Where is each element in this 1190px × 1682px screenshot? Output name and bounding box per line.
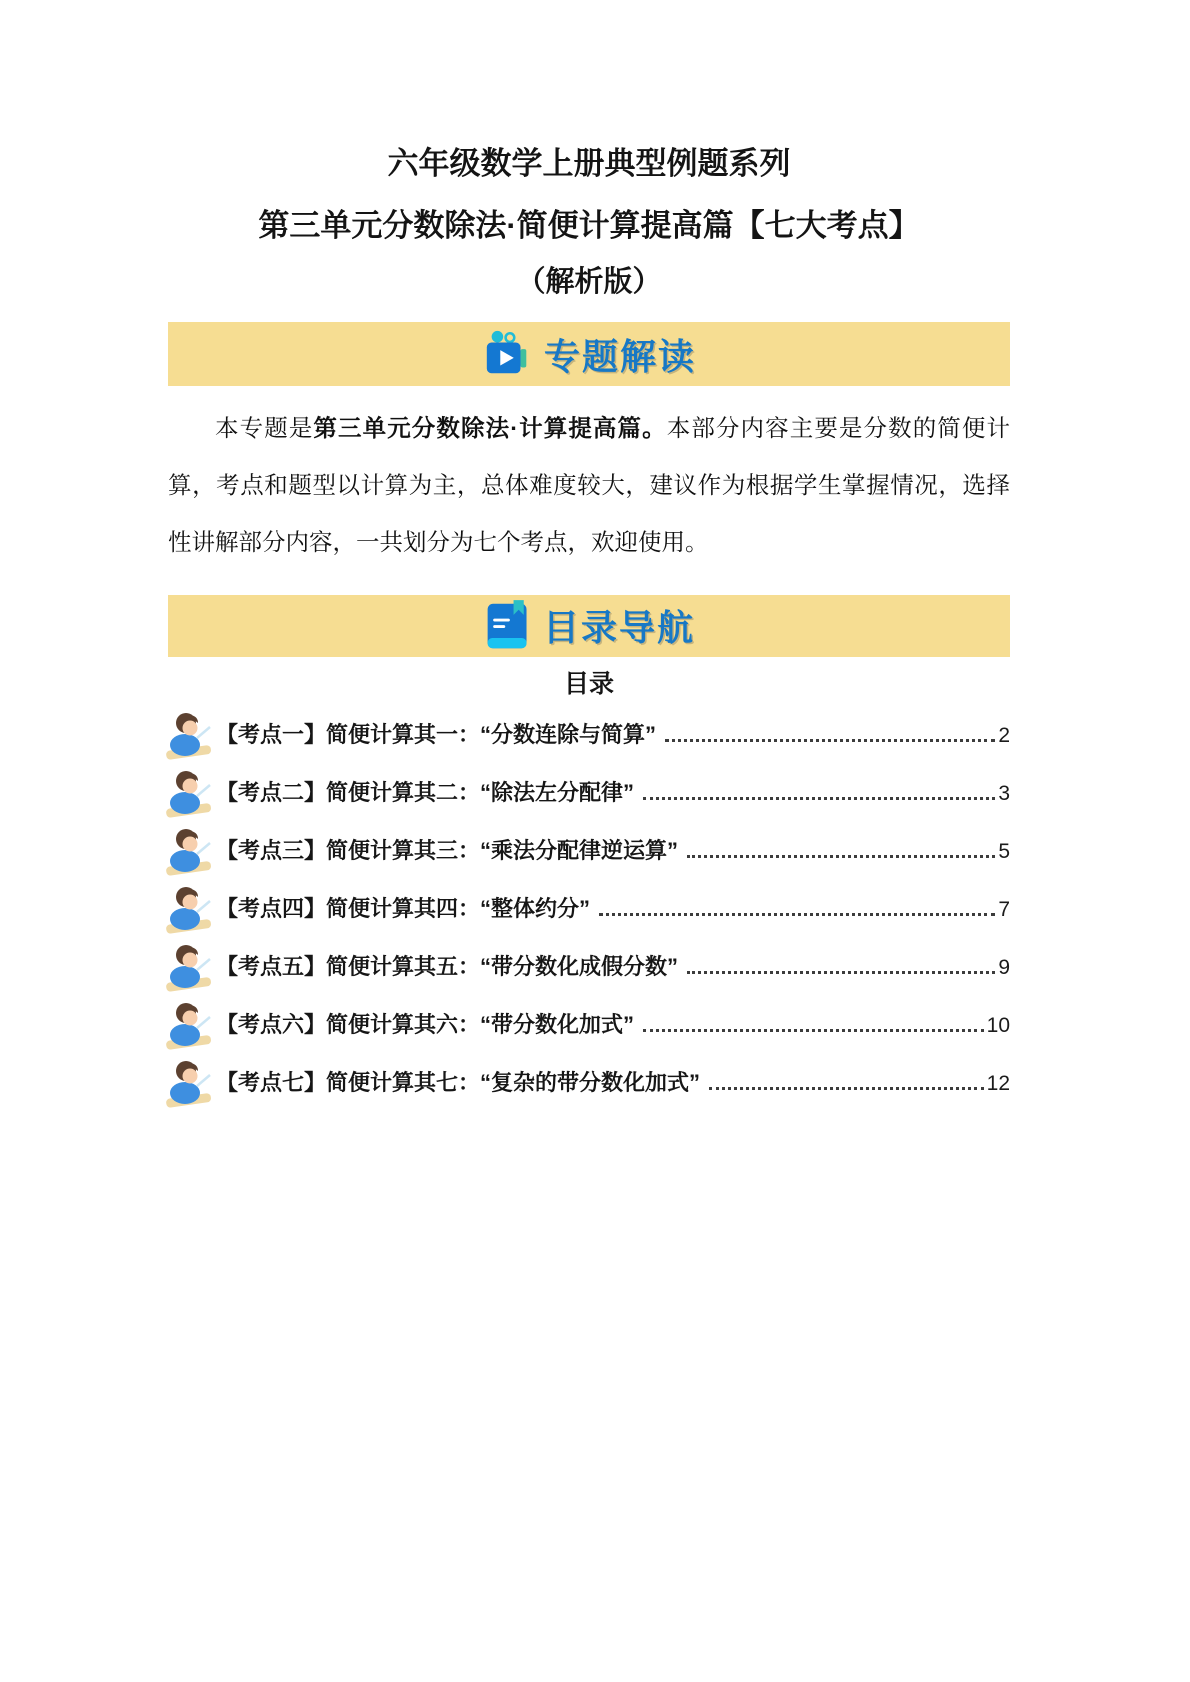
toc-entry-page: 9 — [998, 955, 1010, 979]
toc-entry-label: 【考点二】简便计算其二：“除法左分配律” — [216, 780, 635, 805]
dotted-leader — [709, 1087, 984, 1090]
toc-heading: 目录 — [563, 669, 614, 698]
toc-entry-page: 7 — [998, 897, 1010, 921]
toc-banner — [168, 595, 1010, 657]
toc-entry-page: 12 — [986, 1071, 1010, 1095]
intro-prefix: 本专题是 — [215, 415, 314, 441]
toc-entry-label: 【考点三】简便计算其三：“乘法分配律逆运算” — [216, 838, 679, 863]
document-title-line3: （解析版） — [516, 266, 662, 298]
toc-entry-1[interactable] — [168, 705, 1010, 763]
toc-banner-label: 目录导航 — [542, 607, 695, 648]
document-title-line1: 六年级数学上册典型例题系列 — [387, 146, 791, 181]
toc-list — [168, 705, 1010, 1111]
intro-bold: 第三单元分数除法·计算提高篇。 — [313, 415, 667, 441]
student-writing-icon — [164, 708, 216, 760]
toc-entry-6[interactable] — [168, 995, 1010, 1053]
toc-entry-page: 10 — [986, 1013, 1010, 1037]
student-writing-icon — [164, 940, 216, 992]
student-writing-icon — [164, 824, 216, 876]
student-writing-icon — [164, 1056, 216, 1108]
toc-entry-label: 【考点六】简便计算其六：“带分数化加式” — [216, 1012, 635, 1037]
intro-paragraph — [168, 400, 1010, 571]
dotted-leader — [643, 797, 995, 800]
toc-entry-label: 【考点七】简便计算其七：“复杂的带分数化加式” — [216, 1070, 701, 1095]
toc-entry-2[interactable] — [168, 763, 1010, 821]
topic-banner-label: 专题解读 — [543, 335, 696, 377]
student-writing-icon — [164, 766, 216, 818]
student-writing-icon — [164, 998, 216, 1050]
dotted-leader — [687, 855, 995, 858]
topic-banner — [168, 322, 1010, 386]
toc-entry-page: 2 — [998, 723, 1010, 747]
dotted-leader — [687, 971, 995, 974]
toc-entry-7[interactable] — [168, 1053, 1010, 1111]
toc-entry-5[interactable] — [168, 937, 1010, 995]
dotted-leader — [665, 739, 995, 742]
toc-entry-3[interactable] — [168, 821, 1010, 879]
video-play-icon — [482, 328, 534, 380]
toc-entry-label: 【考点四】简便计算其四：“整体约分” — [216, 896, 591, 921]
intro-rest: 本部分内容主要是分数的简便计算，考点和题型以计算为主，总体难度较大，建议作为根据学生掌握情况，选择性讲解部分内容，一共划分为七个考点，欢迎使用。 — [168, 415, 1011, 555]
toc-entry-label: 【考点一】简便计算其一：“分数连除与简算” — [216, 722, 657, 747]
toc-entry-4[interactable] — [168, 879, 1010, 937]
document-title-line2: 第三单元分数除法·简便计算提高篇【七大考点】 — [258, 208, 920, 243]
notebook-icon — [483, 598, 533, 654]
dotted-leader — [599, 913, 995, 916]
title-block — [168, 0, 1010, 304]
toc-entry-page: 3 — [998, 781, 1010, 805]
toc-entry-label: 【考点五】简便计算其五：“带分数化成假分数” — [216, 954, 679, 979]
toc-entry-page: 5 — [998, 839, 1010, 863]
dotted-leader — [643, 1029, 984, 1032]
student-writing-icon — [164, 882, 216, 934]
